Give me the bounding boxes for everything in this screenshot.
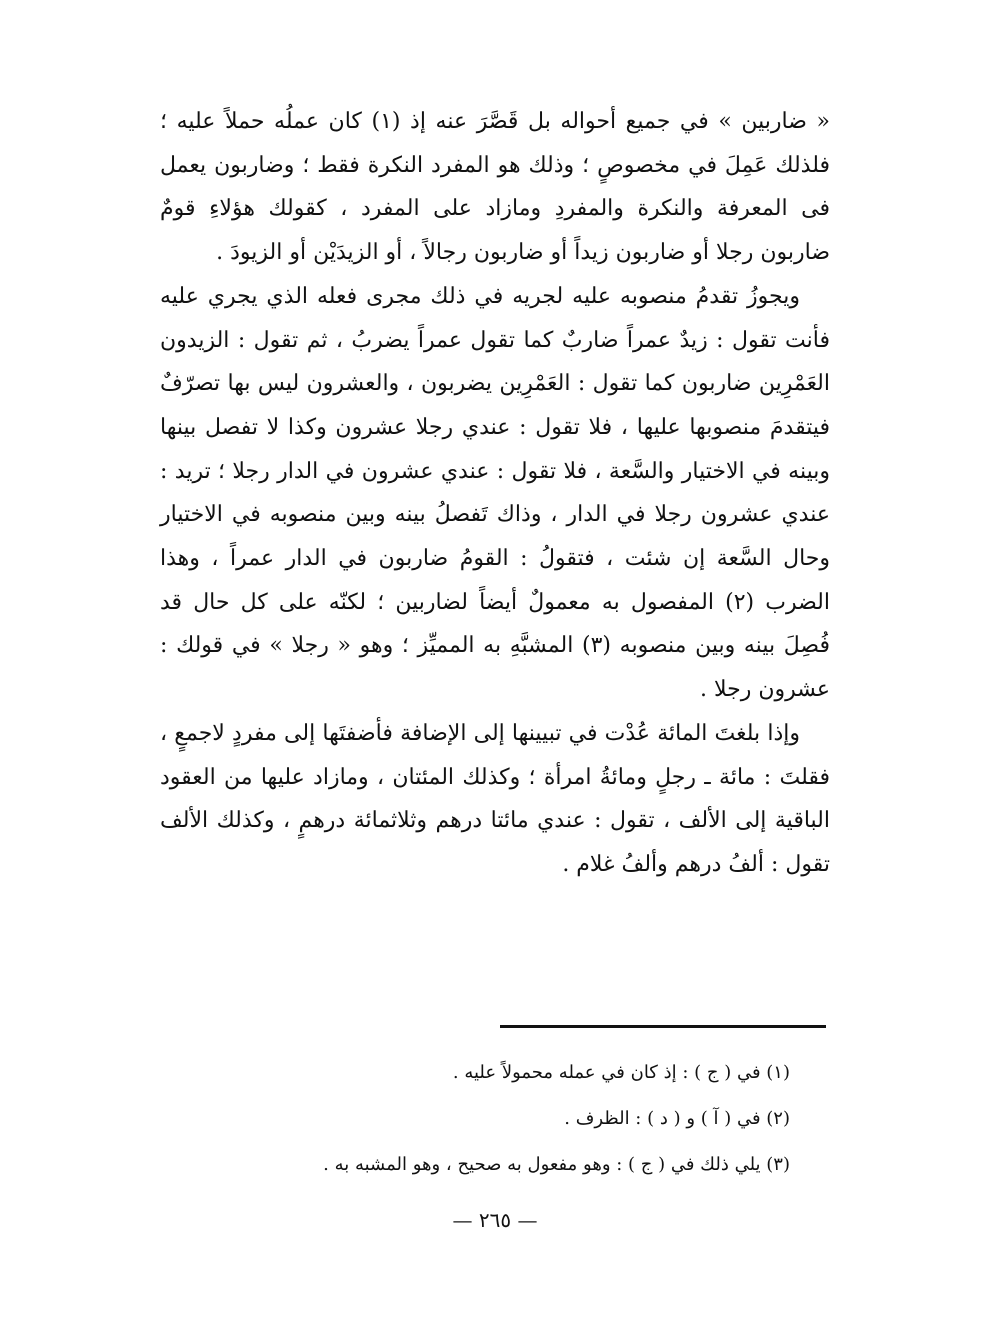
footnote-separator [500, 1025, 826, 1028]
footnote-1: (١) في ( ج ) : إذ كان في عمله محمولاً عليه . [452, 1062, 790, 1083]
main-text [160, 100, 830, 887]
footnotes [160, 1050, 790, 1188]
footnote-2: (٢) في ( آ ) و ( د ) : الظرف . [564, 1108, 790, 1129]
footnote-3: (٣) يلي ذلك في ( ج ) : وهو مفعول به صحيح ، وهو المشبه به . [323, 1154, 790, 1175]
paragraph-2: ويجوزُ تقدمُ منصوبه عليه لجريه في ذلك مجرى فعله الذي يجري عليه فأنت تقول : زيدٌ عمراً ضاربٌ كما تقول عمراً يضربُ ، ثم تقول : الزيدون العَمْرِين ضاربون كما تقول : العَمْرِين يضربون ، والعشرون ليس بها تصرّفٌ فيتقدمَ منصوبها عليها ، فلا تقول : عندي رجلا عشرون وكذا لا تفصل بينها وبينه في الاختيار والسَّعة ، فلا تقول : عندي عشرون في الدار رجلا ؛ تريد : عندي عشرون رجلا في الدار ، وذاك تَفصلُ بينه وبين منصوبه في الاختيار وحال السَّعة إن شئت ، فتقولُ : القومُ ضاربون في الدار عمراً ، وهذا الضرب (٢) المفصول به معمولٌ أيضاً لضاربين ؛ لكنّه على كل حال قد فُصِلَ بينه وبين منصوبه (٣) المشبَّهِ به المميِّز ؛ وهو « رجلا » في قولك : عشرون رجلا . [160, 283, 830, 703]
page-number: — ٢٦٥ — [452, 1208, 538, 1232]
paragraph-1: « ضاربين » في جميع أحواله بل قَصَّرَ عنه إذ (١) كان عملُه حملاً عليه ؛ فلذلك عَمِلَ في مخصوصٍ ؛ وذلك هو المفرد النكرة فقط ؛ وضاربون يعمل فى المعرفة والنكرة والمفردِ ومازاد على المفرد ، كقولك هؤلاءِ قومٌ ضاربون رجلا أو ضاربون زيداً أو ضاربون رجالاً ، أو الزيدَيْن أو الزيودَ . [160, 109, 830, 266]
paragraph-3: وإذا بلغتَ المائة عُدْت في تبيينها إلى الإضافة فأضفتَها إلى مفردٍ لاجمعٍ ، فقلتَ : مائة ـ رجلٍ ومائةُ امرأة ؛ وكذلك المئتان ، ومازاد عليها من العقود الباقية إلى الألف ، تقول : عندي مائتا درهم وثلاثمائة درهمٍ ، وكذلك الألف تقول : ألفُ درهم وألفُ غلام . [160, 720, 830, 877]
